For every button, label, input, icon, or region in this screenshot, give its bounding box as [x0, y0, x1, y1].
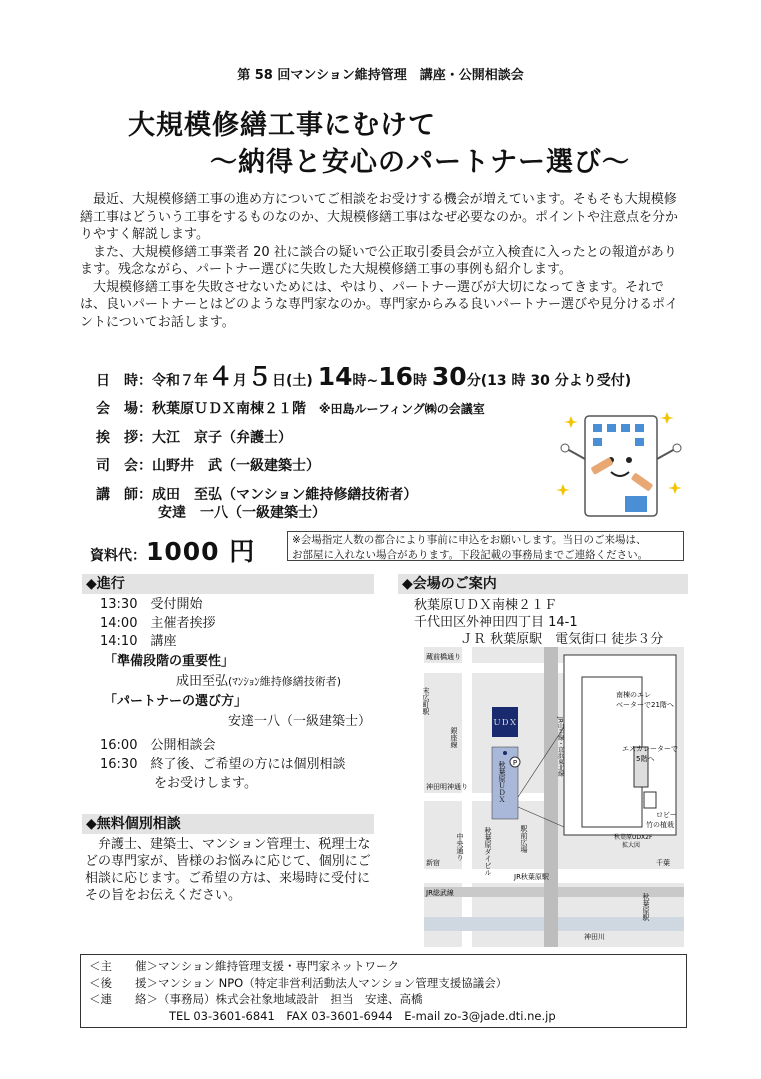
series-title: 第 58 回マンション維持管理 講座・公開相談会: [237, 68, 524, 83]
map-label: 中央通り: [456, 833, 464, 861]
map-label: JR山手線・京浜東北線: [556, 717, 564, 777]
main-title: 大規模修繕工事にむけて: [128, 110, 436, 141]
program-time: 14:10: [100, 634, 138, 649]
consult-text: 弁護士、建築士、マンション管理士、税理士などの専門家が、皆様のお悩みに応じて、個別にご相談に応じます。ご希望の方は、来場時に受付にその旨をお伝えください。: [85, 837, 371, 903]
map-label: 末広町駅: [422, 687, 430, 715]
talk-1-speaker-name: 成田至弘: [176, 674, 229, 689]
venue-map: [424, 647, 684, 947]
map-label: 南棟のエレ: [616, 691, 651, 699]
venue-heading: ◆会場のご案内: [398, 574, 688, 594]
map-label: ロビー: [656, 811, 677, 819]
mc-line: [96, 455, 320, 475]
schedule-start-hour: 14: [317, 362, 353, 391]
program-item: [100, 633, 216, 652]
greeting-line: [96, 427, 292, 447]
talk-2-title: 「パートナーの選び方」: [104, 694, 248, 709]
greeting-label: 挨 拶：: [96, 430, 152, 446]
map-label: 駅前広場: [520, 825, 528, 853]
footer-support: [89, 975, 678, 992]
subtitle: ～納得と安心のパートナー選び～: [210, 147, 630, 178]
venue-line: [96, 398, 485, 418]
program-time: 14:00: [100, 615, 138, 631]
schedule-end-min: 30: [431, 362, 467, 391]
program-text: 終了後、ご希望の方には個別相談: [150, 757, 346, 772]
talk-1-speaker: [176, 673, 341, 692]
map-label: 秋葉原ＵＤＸ: [498, 761, 506, 803]
program-item: [100, 737, 216, 756]
schedule-end-min-unit: 分: [466, 373, 481, 389]
map-rail: [544, 647, 558, 947]
schedule-era: 令和７年: [152, 373, 208, 389]
building-mascot-illustration: [555, 404, 687, 524]
lecturer-2: 安達 一八（一級建築士）: [158, 505, 326, 521]
venue-address-1: 秋葉原ＵＤＸ南棟２１Ｆ: [414, 598, 558, 613]
footer-contact: [89, 991, 678, 1008]
lecturer-label: 講 師：: [96, 487, 152, 503]
notice-line-2: お部屋に入れない場合があります。下段記載の事務局までご連絡ください。: [292, 548, 649, 561]
footer-label: ＜後 援＞: [89, 975, 158, 990]
map-label: エスカレーターで: [622, 745, 678, 753]
intro-text: [80, 191, 685, 331]
venue-note: ※田島ルーフィング㈱の会議室: [318, 402, 485, 416]
map-label: 神田川: [584, 933, 605, 941]
map-label: 秋葉原駅: [642, 893, 650, 921]
schedule-start-unit: 時~: [352, 373, 379, 389]
map-label: 5階へ: [636, 755, 655, 763]
venue-access: ＪＲ 秋葉原駅 電気街口 徒歩３分: [460, 632, 664, 647]
map-label: 銀座線: [450, 727, 458, 748]
fee-label: 資料代：: [90, 548, 146, 564]
lecturer-1: 成田 至弘（マンション維持修繕技術者）: [152, 487, 418, 503]
map-label: 新宿: [426, 859, 440, 867]
consult-heading: ◆無料個別相談: [82, 814, 374, 834]
map-label: 竹の植栽: [646, 821, 674, 829]
program-text: 講座: [150, 634, 177, 649]
program-time: 16:00: [100, 738, 138, 753]
map-label: 蔵前橋通り: [426, 653, 461, 661]
talk-2-speaker: 安達一八（一級建築士）: [228, 714, 372, 729]
program-time: 16:30: [100, 757, 138, 772]
map-label: 拡大図: [622, 842, 641, 849]
mc-name: 山野井 武（一級建築士）: [152, 458, 320, 474]
notice-line-1: ※会場指定人数の都合により事前に申込をお願いします。当日のご来場は、: [292, 534, 647, 546]
talk-1-title: 「準備段階の重要性」: [104, 654, 235, 669]
program-item-continued: をお受けします。: [154, 776, 257, 791]
program-list: [100, 596, 216, 652]
footer-value: （事務局）株式会社象地域設計 担当 安達、高橋: [158, 992, 423, 1006]
map-label: 千葉: [656, 859, 670, 867]
schedule-end-hour: 16: [378, 362, 414, 391]
venue-label: 会 場：: [96, 401, 152, 417]
venue-name: 秋葉原ＵＤＸ南棟２１階: [152, 401, 306, 417]
intro-paragraph-1: 最近、大規模修繕工事の進め方についてご相談をお受けする機会が増えています。そもそも大規模修繕工事はどういう工事をするものなのか、大規模修繕工事はなぜ必要なのか。ポイントや注意点を分かりやすく解説します。: [80, 192, 679, 242]
schedule-line: [96, 357, 631, 393]
schedule-day-unit: 日: [272, 373, 287, 389]
map-label: 神田明神通り: [426, 783, 468, 791]
program-item: [100, 615, 216, 634]
schedule-day: ５: [247, 362, 273, 391]
footer-box: [80, 954, 687, 1028]
venue-address-2: 千代田区外神田四丁目 14-1: [414, 615, 578, 630]
map-label: ベーターで21階へ: [616, 701, 674, 709]
footer-tel: TEL 03-3601-6841 FAX 03-3601-6944 E-mail zo-3@jade.dti.ne.jp: [169, 1008, 556, 1023]
fee-line: [90, 532, 255, 568]
schedule-reception: (13 時 30 分より受付): [480, 373, 632, 389]
consult-body: [85, 836, 373, 904]
footer-value: マンション NPO（特定非営利活動法人マンション管理支援協議会）: [158, 975, 508, 990]
schedule-weekday: (土): [286, 373, 313, 389]
lecturer-line: [96, 484, 417, 504]
program-item: [100, 596, 216, 615]
fee-amount: 1000 円: [146, 537, 256, 566]
map-label: ＵＤＸ: [493, 718, 517, 727]
talk-1-speaker-role: (ﾏﾝｼｮﾝ維持修繕技術者): [228, 675, 342, 688]
footer-label: ＜主 催＞: [89, 959, 158, 973]
map-label: 秋葉原UDX2F: [614, 834, 653, 841]
intro-paragraph-3: 大規模修繕工事を失敗させないためには、やはり、パートナー選びが大切になってきます。それでは、良いパートナーとはどのような専門家なのか。専門家からみる良いパートナー選びや見分けるポイントについてお話します。: [80, 279, 679, 330]
svg-text:P: P: [512, 759, 518, 767]
mc-label: 司 会：: [96, 458, 152, 474]
program-text: 主催者挨拶: [150, 615, 216, 631]
program-time: 13:30: [100, 597, 138, 612]
schedule-end-unit: 時: [413, 373, 428, 389]
map-label: JR秋葉原駅: [514, 873, 549, 881]
escalator: [634, 747, 648, 787]
schedule-month-unit: 月: [233, 373, 248, 389]
program-item: [100, 756, 346, 775]
intro-paragraph-2: また、大規模修繕工事業者 20 社に談合の疑いで公正取引委員会が立入検査に入ったとの報道があります。残念ながら、パートナー選びに失敗した大規模修繕工事の事例も紹介します。: [80, 244, 677, 277]
map-street: [424, 793, 544, 801]
program-text: 公開相談会: [150, 738, 216, 753]
schedule-month: ４: [208, 362, 234, 391]
schedule-label: 日 時：: [96, 373, 152, 389]
program-heading: ◆進行: [82, 574, 374, 594]
map-label: JR総武線: [426, 889, 454, 897]
footer-host: [89, 958, 678, 975]
map-label: 秋葉原ダイビル: [484, 827, 492, 876]
greeting-name: 大江 京子（弁護士）: [152, 430, 292, 446]
program-text: 受付開始: [150, 597, 203, 612]
footer-label: ＜連 絡＞: [89, 992, 158, 1006]
notice-box: [287, 531, 684, 561]
footer-value: マンション維持管理支援・専門家ネットワーク: [158, 959, 399, 973]
